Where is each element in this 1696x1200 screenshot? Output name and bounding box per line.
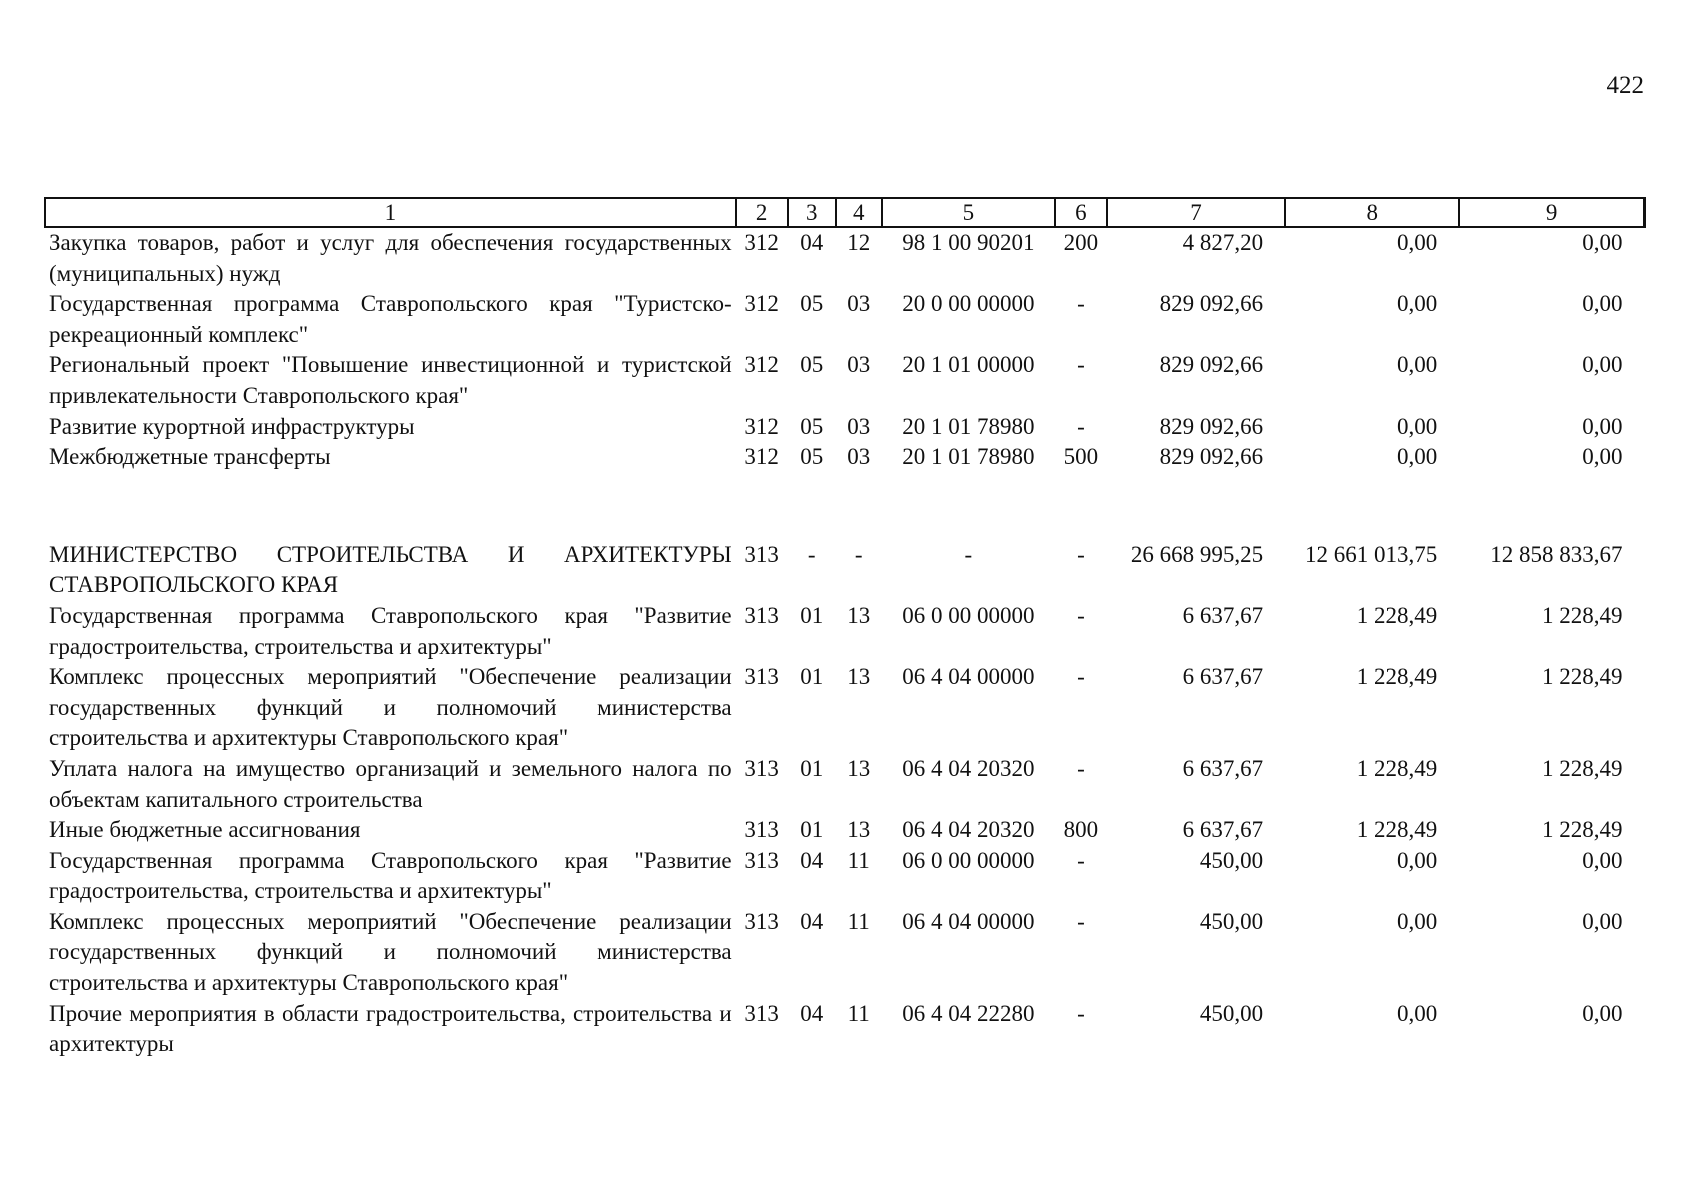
row-subsection: 13 [847, 817, 871, 843]
row-target-article: 06 4 04 00000 [902, 664, 1035, 690]
row-target-article: 20 1 01 00000 [902, 352, 1035, 378]
row-amount-col7: 829 092,66 [1159, 352, 1264, 378]
row-amount-col8: 0,00 [1397, 908, 1438, 934]
row-name: Региональный проект "Повышение инвестиционной и туристской привлекательности Ставропольского края" [49, 352, 732, 408]
row-ministry-code: 313 [744, 847, 779, 873]
row-amount-col8: 0,00 [1397, 291, 1438, 317]
row-subsection: 13 [847, 755, 871, 781]
column-header: 8 [1285, 198, 1459, 227]
row-target-article: 06 4 04 00000 [902, 908, 1035, 934]
row-expense-type: - [1077, 413, 1085, 439]
row-subsection: 03 [847, 352, 871, 378]
column-header: 5 [882, 198, 1055, 227]
table-row [45, 227, 1645, 289]
row-amount-col7: 6 637,67 [1182, 602, 1264, 628]
budget-table [44, 197, 1646, 1060]
column-header: 7 [1107, 198, 1285, 227]
row-target-article: 06 0 00 00000 [902, 602, 1035, 628]
row-amount-col9: 0,00 [1582, 444, 1623, 470]
row-amount-col8: 0,00 [1397, 847, 1438, 873]
spacer-cell [45, 473, 1645, 540]
row-amount-col7: 26 668 995,25 [1130, 541, 1264, 567]
row-ministry-code: 313 [744, 755, 779, 781]
table-row [45, 442, 1645, 473]
row-amount-col8: 0,00 [1397, 352, 1438, 378]
row-expense-type: - [1077, 908, 1085, 934]
row-amount-col7: 6 637,67 [1182, 664, 1264, 690]
row-amount-col7: 829 092,66 [1159, 413, 1264, 439]
row-name: Государственная программа Ставропольского края "Развитие градостроительства, строительства и архитектуры" [49, 602, 732, 659]
row-ministry-code: 313 [744, 602, 779, 628]
row-amount-col7: 450,00 [1199, 847, 1264, 873]
row-amount-col9: 0,00 [1582, 230, 1623, 255]
row-expense-type: - [1077, 1000, 1085, 1026]
row-amount-col9: 0,00 [1582, 352, 1623, 378]
row-section: 01 [800, 755, 824, 781]
row-section: 01 [800, 817, 824, 843]
row-expense-type: - [1077, 602, 1085, 628]
row-expense-type: - [1077, 847, 1085, 873]
row-amount-col7: 6 637,67 [1182, 755, 1264, 781]
row-subsection: 13 [847, 602, 871, 628]
row-name: Развитие курортной инфраструктуры [49, 413, 415, 439]
row-amount-col8: 1 228,49 [1356, 817, 1438, 843]
row-amount-col9: 0,00 [1582, 847, 1623, 873]
column-header: 1 [45, 198, 736, 227]
table-row [45, 289, 1645, 350]
row-amount-col9: 0,00 [1582, 1000, 1623, 1026]
row-expense-type: 500 [1063, 444, 1099, 470]
row-amount-col9: 1 228,49 [1542, 817, 1623, 843]
table-spacer-row [45, 473, 1645, 540]
row-ministry-code: 313 [744, 541, 779, 567]
row-subsection: 03 [847, 444, 871, 470]
row-name: МИНИСТЕРСТВО СТРОИТЕЛЬСТВА И АРХИТЕКТУРЫ СТАВРОПОЛЬСКОГО КРАЯ [49, 541, 732, 598]
row-section: 04 [800, 1000, 824, 1026]
row-section: 05 [800, 352, 824, 378]
row-target-article: - [964, 541, 973, 567]
table-row [45, 601, 1645, 662]
row-expense-type: - [1077, 291, 1085, 317]
row-ministry-code: 313 [744, 908, 779, 934]
row-amount-col7: 829 092,66 [1159, 444, 1264, 470]
row-subsection: 11 [847, 908, 870, 934]
column-header: 4 [836, 198, 882, 227]
row-ministry-code: 312 [744, 291, 779, 317]
row-name: Прочие мероприятия в области градостроительства, строительства и архитектуры [49, 1000, 732, 1057]
row-amount-col8: 0,00 [1397, 413, 1438, 439]
row-expense-type: - [1077, 541, 1085, 567]
row-subsection: - [854, 541, 863, 567]
row-section: 05 [800, 291, 824, 317]
row-amount-col8: 0,00 [1397, 444, 1438, 470]
row-target-article: 06 4 04 20320 [902, 755, 1035, 781]
row-amount-col8: 1 228,49 [1356, 602, 1438, 628]
row-amount-col8: 1 228,49 [1356, 755, 1438, 781]
table-row [45, 907, 1645, 999]
column-header: 9 [1459, 198, 1644, 227]
row-subsection: 12 [847, 230, 871, 255]
row-amount-col7: 829 092,66 [1159, 291, 1264, 317]
row-target-article: 20 0 00 00000 [902, 291, 1035, 317]
row-ministry-code: 312 [744, 444, 779, 470]
row-amount-col9: 0,00 [1582, 291, 1623, 317]
row-amount-col9: 1 228,49 [1542, 755, 1623, 781]
row-ministry-code: 313 [744, 664, 779, 690]
row-amount-col7: 450,00 [1199, 1000, 1264, 1026]
table-row [45, 350, 1645, 411]
column-header: 3 [788, 198, 836, 227]
row-name: Государственная программа Ставропольского края "Развитие градостроительства, строительства и архитектуры" [49, 847, 732, 904]
row-subsection: 03 [847, 291, 871, 317]
row-section: 04 [800, 908, 824, 934]
row-target-article: 20 1 01 78980 [902, 413, 1035, 439]
row-amount-col8: 1 228,49 [1356, 664, 1438, 690]
table-row [45, 540, 1645, 601]
row-name: Государственная программа Ставропольского края "Туристско-рекреационный комплекс" [49, 291, 732, 347]
row-expense-type: - [1077, 664, 1085, 690]
row-section: 05 [800, 444, 824, 470]
table-row [45, 412, 1645, 443]
row-section: - [807, 541, 816, 567]
row-amount-col9: 12 858 833,67 [1490, 541, 1623, 567]
row-ministry-code: 312 [744, 230, 779, 255]
row-name: Комплекс процессных мероприятий "Обеспечение реализации государственных функций и полномочий министерства строительства и архитектуры Ставропольского края" [49, 908, 732, 996]
row-name: Комплекс процессных мероприятий "Обеспечение реализации государственных функций и полномочий министерства строительства и архитектуры Ставропольского края" [49, 664, 732, 751]
column-header: 6 [1055, 198, 1107, 227]
row-amount-col8: 0,00 [1397, 1000, 1438, 1026]
row-subsection: 11 [847, 847, 870, 873]
column-header: 2 [736, 198, 788, 227]
row-amount-col7: 6 637,67 [1182, 817, 1264, 843]
row-target-article: 06 4 04 22280 [902, 1000, 1035, 1026]
row-name: Закупка товаров, работ и услуг для обеспечения государственных (муниципальных) нужд [49, 230, 732, 286]
table-row [45, 754, 1645, 815]
row-target-article: 06 4 04 20320 [902, 817, 1035, 843]
row-expense-type: - [1077, 352, 1085, 378]
row-ministry-code: 312 [744, 413, 779, 439]
row-ministry-code: 312 [744, 352, 779, 378]
row-amount-col7: 4 827,20 [1182, 230, 1264, 255]
row-amount-col9: 0,00 [1582, 908, 1623, 934]
row-subsection: 11 [847, 1000, 870, 1026]
page-number: 422 [1606, 72, 1644, 99]
row-subsection: 13 [847, 664, 871, 690]
row-name: Иные бюджетные ассигнования [49, 817, 361, 843]
row-expense-type: 800 [1063, 817, 1099, 843]
row-name: Уплата налога на имущество организаций и земельного налога по объектам капитального строительства [49, 755, 732, 812]
row-target-article: 06 0 00 00000 [902, 847, 1035, 873]
row-section: 01 [800, 602, 824, 628]
row-amount-col7: 450,00 [1199, 908, 1264, 934]
row-expense-type: 200 [1063, 230, 1099, 255]
row-amount-col8: 12 661 013,75 [1305, 541, 1438, 567]
row-amount-col9: 1 228,49 [1542, 602, 1623, 628]
row-section: 05 [800, 413, 824, 439]
row-section: 04 [800, 847, 824, 873]
table-header-row [45, 198, 1645, 227]
row-ministry-code: 313 [744, 1000, 779, 1026]
row-expense-type: - [1077, 755, 1085, 781]
row-name: Межбюджетные трансферты [49, 444, 331, 470]
row-section: 04 [800, 230, 824, 255]
row-target-article: 20 1 01 78980 [902, 444, 1035, 470]
row-amount-col9: 0,00 [1582, 413, 1623, 439]
table-row [45, 815, 1645, 846]
row-ministry-code: 313 [744, 817, 779, 843]
row-target-article: 98 1 00 90201 [902, 230, 1035, 255]
table-row [45, 999, 1645, 1060]
row-amount-col9: 1 228,49 [1542, 664, 1623, 690]
table-row [45, 846, 1645, 907]
row-subsection: 03 [847, 413, 871, 439]
row-section: 01 [800, 664, 824, 690]
table-row [45, 662, 1645, 754]
row-amount-col8: 0,00 [1397, 230, 1438, 255]
